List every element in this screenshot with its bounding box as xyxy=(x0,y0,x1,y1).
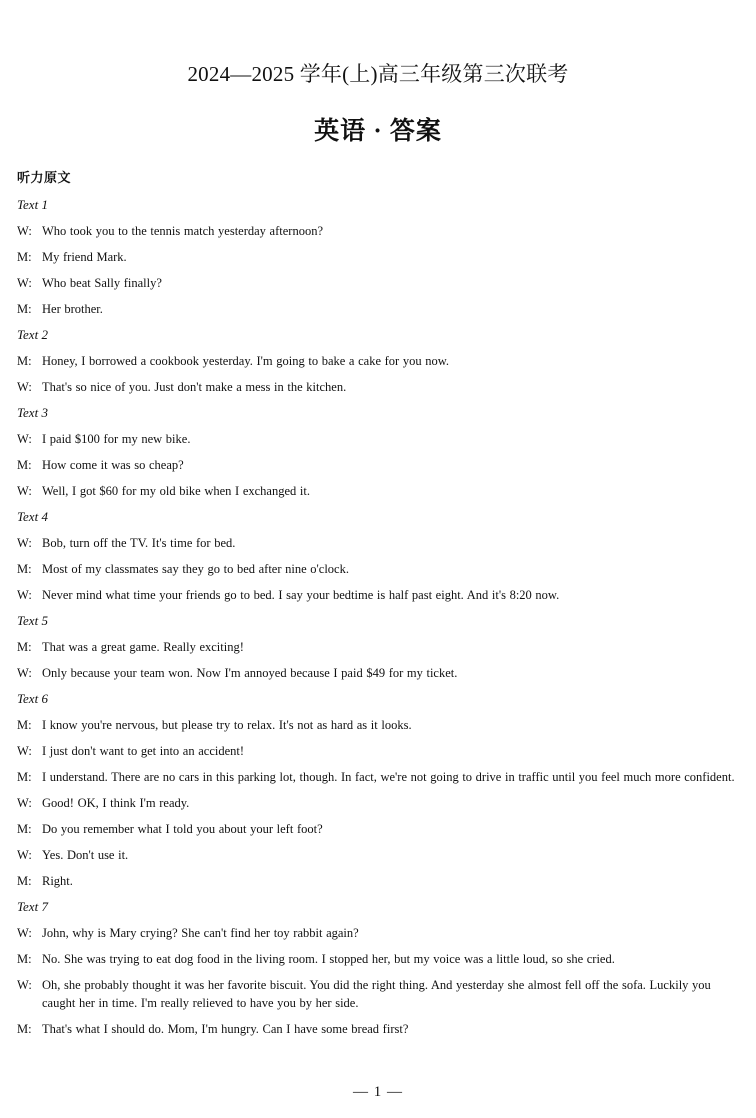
dialogue-line xyxy=(17,742,739,760)
subject-title: 英语 · 答案 xyxy=(314,118,442,145)
speaker-label: M: xyxy=(17,562,32,576)
exam-title: 2024—2025 学年(上)高三年级第三次联考 xyxy=(187,62,569,86)
utterance-text: I know you're nervous, but please try to relax. It's not as hard as it looks. xyxy=(42,718,412,732)
page-number: — 1 — xyxy=(353,1084,403,1100)
utterance-text: Do you remember what I told you about your left foot? xyxy=(42,822,323,836)
utterance-text: Well, I got $60 for my old bike when I exchanged it. xyxy=(42,484,310,498)
text-label: Text 1 xyxy=(17,197,48,212)
text-label: Text 6 xyxy=(17,691,48,706)
speaker-label: M: xyxy=(17,640,32,654)
listening-transcript xyxy=(17,170,739,1046)
dialogue-line xyxy=(17,846,739,864)
speaker-label: W: xyxy=(17,380,32,394)
dialogue-line xyxy=(17,586,739,604)
speaker-label: W: xyxy=(17,536,32,550)
speaker-label: W: xyxy=(17,796,32,810)
utterance-text: Yes. Don't use it. xyxy=(42,848,129,862)
utterance-text: How come it was so cheap? xyxy=(42,458,184,472)
dialogue-line xyxy=(17,1020,739,1038)
utterance-text: I understand. There are no cars in this parking lot, though. In fact, we're not going to drive in traffic until you feel much more confident. xyxy=(42,770,735,784)
dialogue-line xyxy=(17,872,739,890)
utterance-text: Most of my classmates say they go to bed after nine o'clock. xyxy=(42,562,349,576)
dialogue-line xyxy=(17,794,739,812)
utterance-text: No. She was trying to eat dog food in the living room. I stopped her, but my voice was a little loud, so she cried. xyxy=(42,952,615,966)
speaker-label: W: xyxy=(17,432,32,446)
speaker-label: W: xyxy=(17,276,32,290)
utterance-text: Who took you to the tennis match yesterday afternoon? xyxy=(42,224,324,238)
dialogue-line xyxy=(17,456,739,474)
speaker-label: M: xyxy=(17,302,32,316)
utterance-text: My friend Mark. xyxy=(42,250,127,264)
speaker-label: M: xyxy=(17,250,32,264)
dialogue-line xyxy=(17,430,739,448)
dialogue-line xyxy=(17,768,739,786)
speaker-label: W: xyxy=(17,848,32,862)
utterance-text: That's what I should do. Mom, I'm hungry. Can I have some bread first? xyxy=(42,1022,409,1036)
speaker-label: M: xyxy=(17,874,32,888)
speaker-label: M: xyxy=(17,770,32,784)
utterance-text: Oh, she probably thought it was her favorite biscuit. You did the right thing. And yesterday she almost fell off the sofa. Luckily you caught her in time. I'm really relieved to have you by her side. xyxy=(42,978,711,1010)
speaker-label: W: xyxy=(17,978,32,992)
dialogue-line xyxy=(17,248,739,266)
speaker-label: M: xyxy=(17,354,32,368)
utterance-text: John, why is Mary crying? She can't find her toy rabbit again? xyxy=(42,926,359,940)
dialogue-line xyxy=(17,638,739,656)
speaker-label: W: xyxy=(17,588,32,602)
dialogue-line xyxy=(17,534,739,552)
utterance-text: Who beat Sally finally? xyxy=(42,276,162,290)
speaker-label: W: xyxy=(17,484,32,498)
dialogue-line xyxy=(17,664,739,682)
dialogue-line xyxy=(17,222,739,240)
utterance-text: I just don't want to get into an accident! xyxy=(42,744,245,758)
section-label: 听力原文 xyxy=(17,171,72,186)
utterance-text: That was a great game. Really exciting! xyxy=(42,640,244,654)
dialogue-line xyxy=(17,300,739,318)
speaker-label: M: xyxy=(17,1022,32,1036)
utterance-text: Her brother. xyxy=(42,302,103,316)
dialogue-line xyxy=(17,950,739,968)
speaker-label: W: xyxy=(17,666,32,680)
speaker-label: W: xyxy=(17,224,32,238)
dialogue-line xyxy=(17,560,739,578)
utterance-text: That's so nice of you. Just don't make a mess in the kitchen. xyxy=(42,380,347,394)
text-label: Text 3 xyxy=(17,405,48,420)
dialogue-line xyxy=(17,482,739,500)
speaker-label: W: xyxy=(17,744,32,758)
text-label: Text 5 xyxy=(17,613,48,628)
dialogue-line xyxy=(17,976,739,1012)
dialogue-line xyxy=(17,820,739,838)
dialogue-line xyxy=(17,378,739,396)
utterance-text: Never mind what time your friends go to bed. I say your bedtime is half past eight. And it's 8:20 now. xyxy=(42,588,560,602)
utterance-text: I paid $100 for my new bike. xyxy=(42,432,191,446)
utterance-text: Bob, turn off the TV. It's time for bed. xyxy=(42,536,236,550)
speaker-label: M: xyxy=(17,718,32,732)
dialogue-line xyxy=(17,716,739,734)
utterance-text: Only because your team won. Now I'm annoyed because I paid $49 for my ticket. xyxy=(42,666,458,680)
dialogue-line xyxy=(17,352,739,370)
speaker-label: M: xyxy=(17,822,32,836)
speaker-label: M: xyxy=(17,458,32,472)
speaker-label: M: xyxy=(17,952,32,966)
text-label: Text 2 xyxy=(17,327,48,342)
utterance-text: Good! OK, I think I'm ready. xyxy=(42,796,190,810)
utterance-text: Right. xyxy=(42,874,73,888)
speaker-label: W: xyxy=(17,926,32,940)
dialogue-line xyxy=(17,274,739,292)
text-label: Text 7 xyxy=(17,899,48,914)
utterance-text: Honey, I borrowed a cookbook yesterday. I'm going to bake a cake for you now. xyxy=(42,354,450,368)
dialogue-line xyxy=(17,924,739,942)
text-label: Text 4 xyxy=(17,509,48,524)
